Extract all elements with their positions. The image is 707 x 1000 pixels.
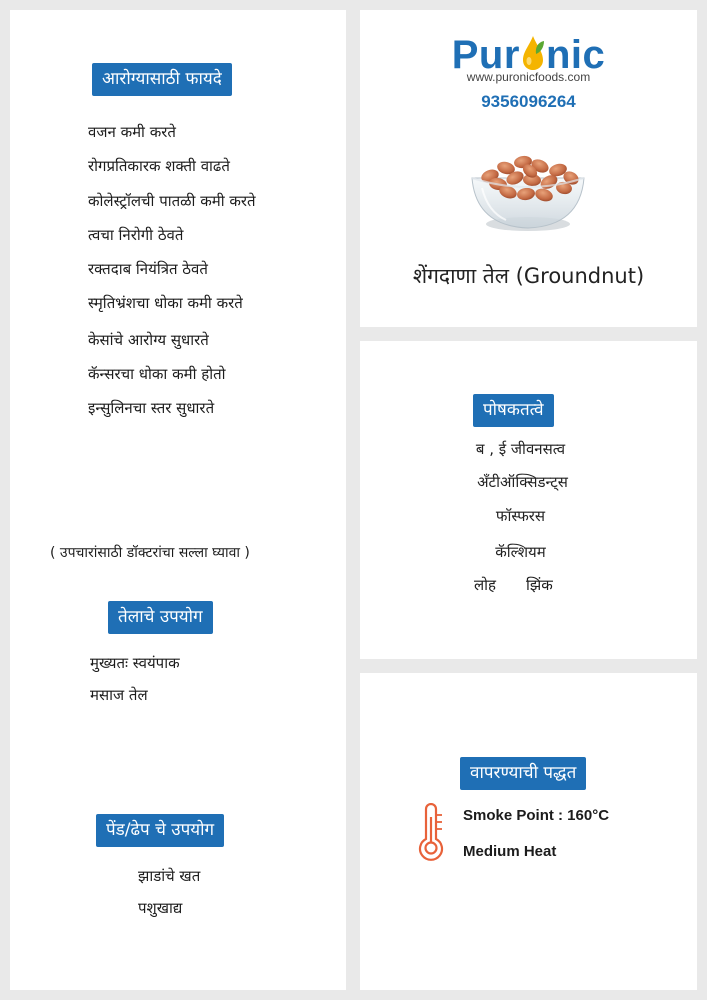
website-text: www.puronicfoods.com [466,70,591,84]
benefit-item: कोलेस्ट्रॉलची पातळी कमी करते [88,192,256,210]
phone-number: 9356096264 [481,92,576,111]
usage-title: वापरण्याची पद्धत [460,757,586,790]
usage-panel [360,673,697,990]
nutrients-title: पोषकतत्वे [473,394,554,427]
oil-uses-title: तेलाचे उपयोग [108,601,213,634]
nutrient-item: ब , ई जीवनसत्व [475,440,566,458]
smoke-point-text: Smoke Point : 160°C [463,807,610,824]
oil-use-item: मसाज तेल [90,686,148,704]
benefit-item: स्मृतिभ्रंशचा धोका कमी करते [88,294,243,312]
nutrient-item: फॉस्फरस [495,507,546,525]
product-title: शेंगदाणा तेल (Groundnut) [412,264,645,288]
benefit-item: रोगप्रतिकारक शक्ती वाढते [88,157,230,175]
nutrients-panel [360,341,697,659]
benefit-item: त्वचा निरोगी ठेवते [88,226,184,244]
nutrient-item: कॅल्शियम [495,543,546,561]
benefit-item: केसांचे आरोग्य सुधारते [88,331,209,349]
nutrient-iron: लोह [474,576,497,594]
logo-text-right: nic [545,33,606,77]
thermometer-icon [416,803,446,867]
cake-use-item: झाडांचे खत [138,867,201,885]
nutrient-item: अँटीऑक्सिडन्ट्स [477,473,568,491]
heat-level-text: Medium Heat [463,843,557,860]
benefit-item: कॅन्सरचा धोका कमी होतो [88,365,226,383]
benefit-item: रक्तदाब नियंत्रित ठेवते [88,260,208,278]
benefits-panel [10,10,346,990]
cake-uses-title: पेंड/ढेप चे उपयोग [96,814,224,847]
brand-panel [360,10,697,327]
oil-use-item: मुख्यतः स्वयंपाक [90,654,180,672]
benefit-item: इन्सुलिनचा स्तर सुधारते [88,399,215,417]
benefit-item: वजन कमी करते [88,123,176,141]
cake-use-item: पशुखाद्य [138,899,183,917]
health-benefits-title: आरोग्यासाठी फायदे [92,63,232,96]
nutrient-zinc: झिंक [526,576,553,594]
logo-text-left: Pur [451,33,520,77]
peanut-bowl-image [468,138,588,242]
doctor-disclaimer: ( उपचारांसाठी डॉक्टरांचा सल्ला घ्यावा ) [50,545,250,561]
